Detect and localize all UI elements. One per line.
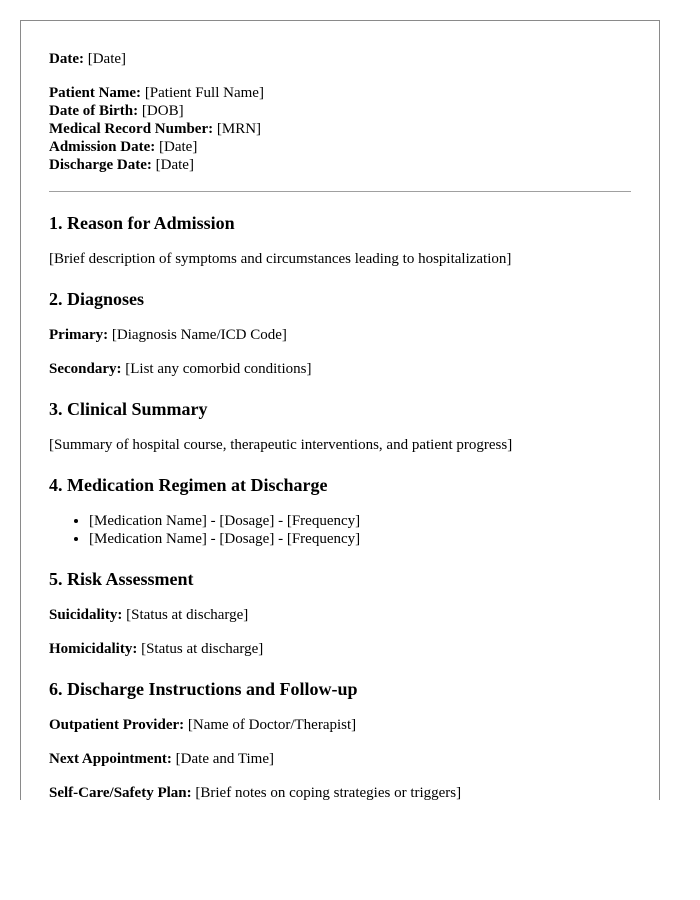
primary-diagnosis-line: Primary: [Diagnosis Name/ICD Code] bbox=[49, 327, 287, 343]
document-page bbox=[20, 20, 660, 800]
section-reason-text: [Brief description of symptoms and circumstances leading to hospitalization] bbox=[49, 251, 512, 267]
section-diagnoses-title: 2. Diagnoses bbox=[49, 289, 145, 309]
document-body bbox=[21, 21, 659, 800]
admission-date-line: Admission Date: [Date] bbox=[49, 139, 198, 155]
discharge-date-line: Discharge Date: [Date] bbox=[49, 157, 194, 173]
homicidality-line: Homicidality: [Status at discharge] bbox=[49, 641, 264, 657]
section-risk-title: 5. Risk Assessment bbox=[49, 569, 194, 589]
patient-info bbox=[49, 84, 631, 174]
next-appointment-line: Next Appointment: [Date and Time] bbox=[49, 751, 274, 767]
header-divider bbox=[49, 191, 631, 192]
mrn-line: Medical Record Number: [MRN] bbox=[49, 121, 262, 137]
medication-list bbox=[49, 512, 631, 548]
section-discharge-title: 6. Discharge Instructions and Follow-up bbox=[49, 679, 358, 699]
section-clinical-text: [Summary of hospital course, therapeutic interventions, and patient progress] bbox=[49, 437, 513, 453]
suicidality-line: Suicidality: [Status at discharge] bbox=[49, 607, 249, 623]
section-medication-title: 4. Medication Regimen at Discharge bbox=[49, 475, 328, 495]
patient-name-line: Patient Name: [Patient Full Name] bbox=[49, 85, 264, 101]
secondary-diagnosis-line: Secondary: [List any comorbid conditions] bbox=[49, 361, 312, 377]
dob-line: Date of Birth: [DOB] bbox=[49, 103, 184, 119]
date-line: Date: [Date] bbox=[49, 51, 127, 67]
medication-item: • [Medication Name] - [Dosage] - [Frequency] bbox=[89, 512, 631, 530]
outpatient-provider-line: Outpatient Provider: [Name of Doctor/Therapist] bbox=[49, 717, 357, 733]
section-reason-title: 1. Reason for Admission bbox=[49, 213, 235, 233]
section-clinical-title: 3. Clinical Summary bbox=[49, 399, 208, 419]
self-care-plan-line: Self-Care/Safety Plan: [Brief notes on coping strategies or triggers] bbox=[49, 785, 462, 800]
medication-item: • [Medication Name] - [Dosage] - [Frequency] bbox=[89, 530, 631, 548]
